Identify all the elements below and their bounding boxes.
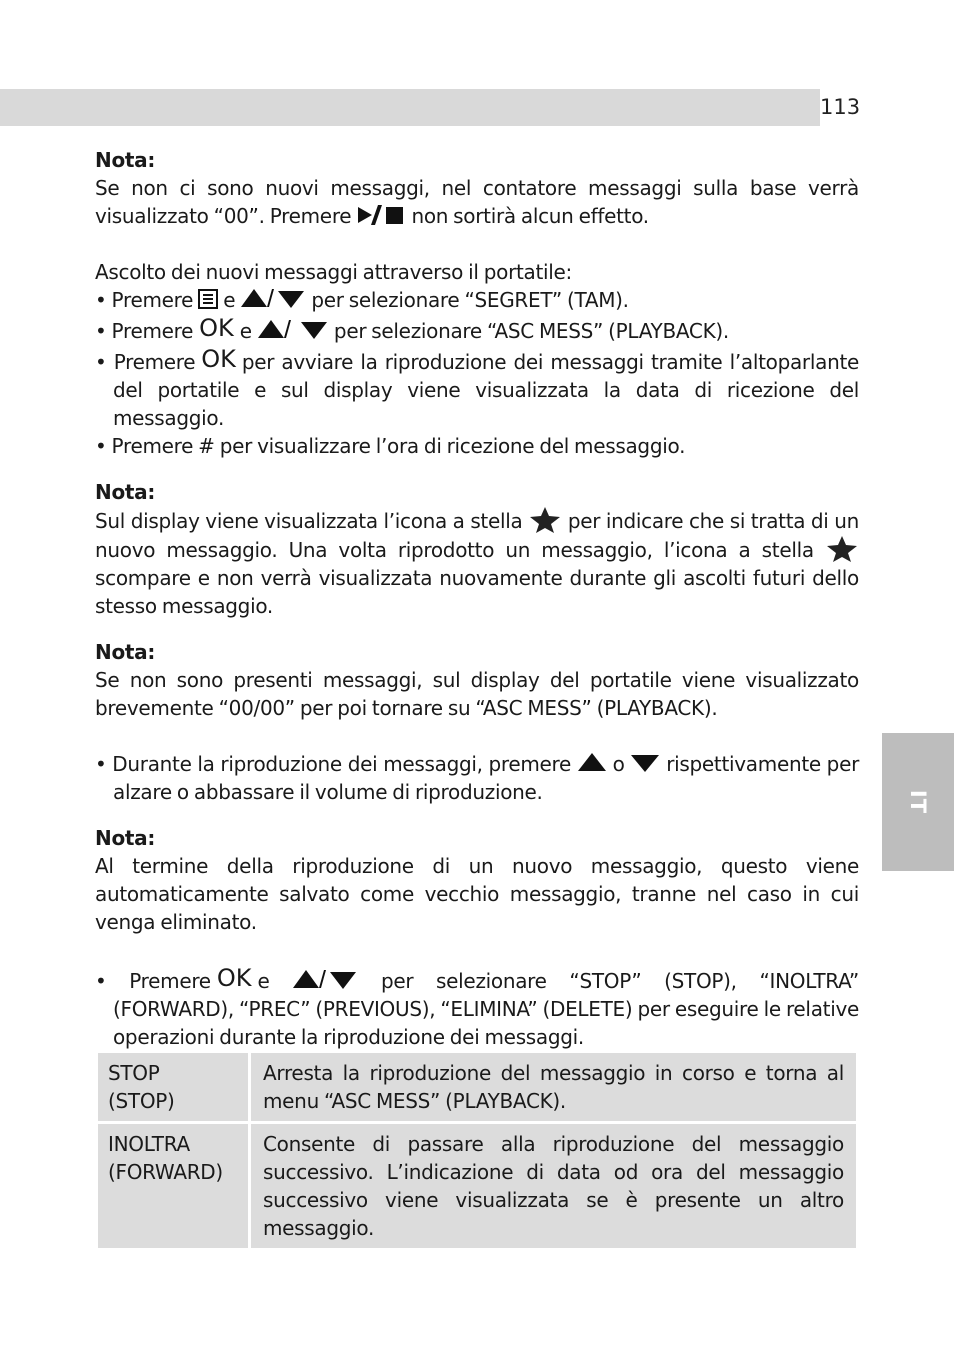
ok-key-label: OK bbox=[201, 345, 236, 373]
operations-table bbox=[95, 1050, 859, 1251]
note-text: Sul display viene visualizzata l’icona a stella per indicare che si tratta di un nuovo messaggio. Una volta riprodotto un messaggio, l’icona a stella scompare e non verrà visualizzata nuovamente durante gli ascolti futuri dello stesso messaggio. bbox=[95, 506, 859, 620]
page-content bbox=[95, 146, 859, 1051]
section-intro: Ascolto dei nuovi messaggi attraverso il portatile: bbox=[95, 260, 572, 284]
note-text: visualizzato “00”. Premere non sortirà alcun effetto. bbox=[95, 204, 649, 228]
note-title: Nota: bbox=[95, 480, 156, 504]
list-item: • Premere e per selezionare “SEGRET” (TAM). bbox=[95, 288, 629, 312]
arrow-up-down-icon bbox=[257, 318, 329, 340]
list-item: • Durante la riproduzione dei messaggi, premere o rispettivamente per alzare o abbassare il volume di riproduzione. bbox=[95, 752, 860, 804]
list-item: • Premere OK e per selezionare “STOP” (STOP), “INOLTRA” (FORWARD), “PREC” (PREVIOUS), “ELIMINA” (DELETE) per eseguire le relative operazioni durante la riproduzione dei messaggi. bbox=[95, 964, 859, 1049]
list-item: • Premere OK per avviare la riproduzione dei messaggi tramite l’altoparlante del portatile e sul display viene visualizzata la data di ricezione del messaggio. bbox=[95, 345, 859, 430]
note-text: Al termine della riproduzione di un nuovo messaggio, questo viene automaticamente salvato come vecchio messaggio, tranne nel caso in cui venga eliminato. bbox=[95, 854, 859, 934]
list-item: • Premere # per visualizzare l’ora di ricezione del messaggio. bbox=[95, 434, 686, 458]
table-row bbox=[98, 1053, 856, 1121]
arrow-up-icon bbox=[577, 751, 607, 773]
note-title: Nota: bbox=[95, 826, 156, 850]
arrow-down-icon bbox=[630, 751, 660, 773]
note-title: Nota: bbox=[95, 640, 156, 664]
ok-key-label: OK bbox=[199, 314, 234, 342]
note-title: Nota: bbox=[95, 148, 156, 172]
list-item: • Premere OK e per selezionare “ASC MESS” (PLAYBACK). bbox=[95, 314, 729, 343]
menu-icon bbox=[198, 289, 218, 309]
arrow-up-down-icon bbox=[292, 968, 358, 990]
arrow-up-down-icon bbox=[240, 287, 306, 309]
table-cell-desc: Arresta la riproduzione del messaggio in corso e torna al menu “ASC MESS” (PLAYBACK). bbox=[251, 1053, 856, 1121]
note-text: Se non sono presenti messaggi, sul display del portatile viene visualizzato brevemente “00/00” per poi tornare su “ASC MESS” (PLAYBACK). bbox=[95, 668, 859, 720]
star-icon bbox=[825, 535, 859, 563]
star-icon bbox=[528, 506, 562, 534]
header-bar bbox=[0, 89, 820, 126]
language-tab bbox=[882, 733, 954, 871]
table-cell-key: INOLTRA (FORWARD) bbox=[98, 1124, 248, 1248]
note-text: Se non ci sono nuovi messaggi, nel contatore messaggi sulla base verrà bbox=[95, 176, 859, 200]
page-number: 113 bbox=[820, 89, 859, 126]
table-cell-desc: Consente di passare alla riproduzione del messaggio successivo. L’indicazione di data od ora del messaggio successivo viene visualizzata se è presente un altro messaggio. bbox=[251, 1124, 856, 1248]
play-stop-icon bbox=[356, 203, 406, 225]
table-cell-key: STOP (STOP) bbox=[98, 1053, 248, 1121]
table-row bbox=[98, 1124, 856, 1248]
ok-key-label: OK bbox=[216, 964, 252, 992]
language-tab-label: IT bbox=[906, 789, 930, 815]
